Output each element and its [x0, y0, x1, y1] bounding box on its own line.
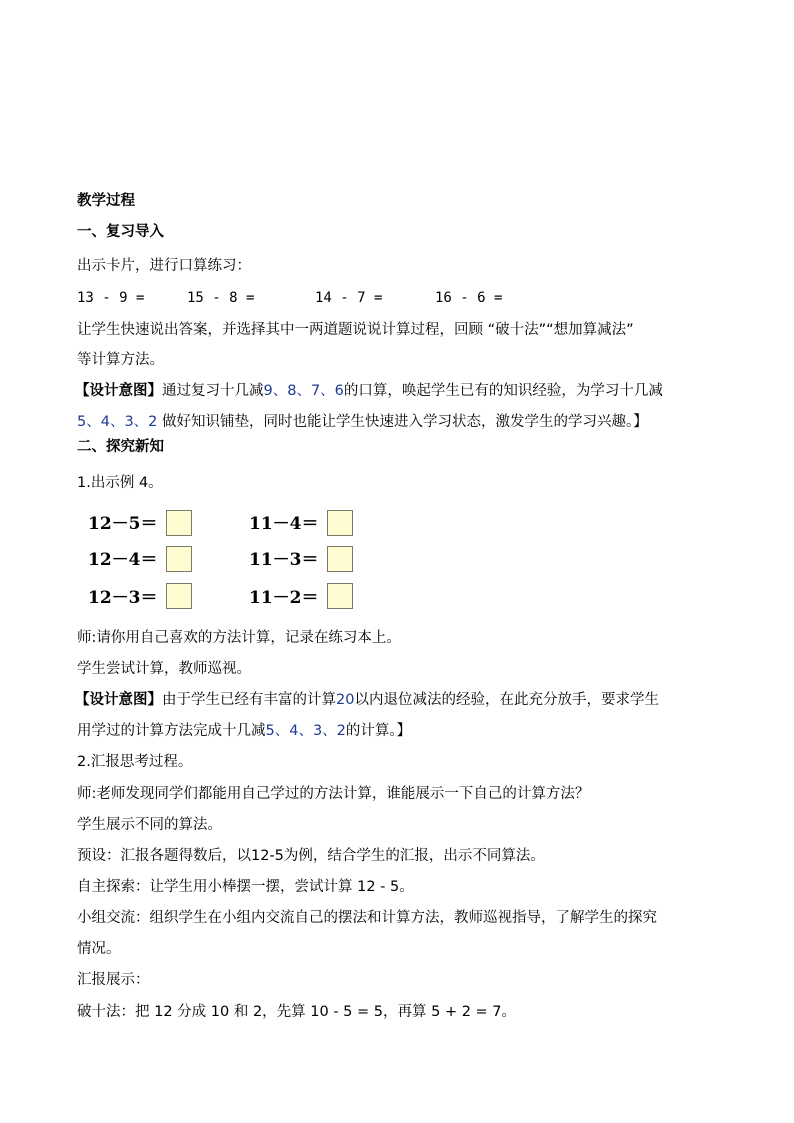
group-discussion-line1: 小组交流：组织学生在小组内交流自己的摆法和计算方法，教师巡视指导，了解学生的探究: [77, 910, 657, 926]
break-ten-method: 破十法：把 12 分成 10 和 2，先算 10 - 5 = 5，再算 5 + 2 = 7。: [77, 1004, 517, 1020]
student-activity: 学生尝试计算，教师巡视。: [77, 661, 251, 677]
step2-label: 2.汇报思考过程。: [77, 754, 193, 770]
oral-problem: 15 - 8 =: [187, 290, 255, 306]
design-note-tag: 【设计意图】: [75, 692, 162, 708]
step1-label: 1.出示例 4。: [77, 475, 163, 491]
answer-box: [327, 583, 353, 609]
part1-desc-line1: 让学生快速说出答案，并选择其中一两道题说说计算过程，回顾 “破十法”“想加算减法”: [77, 322, 634, 338]
teacher-instruction: 师:请你用自己喜欢的方法计算，记录在练习本上。: [77, 630, 401, 646]
oral-problem: 16 - 6 =: [435, 290, 503, 306]
equation-left: 12－4＝: [88, 550, 158, 570]
equation-left: 12－5＝: [88, 514, 158, 534]
oral-problem: 14 - 7 =: [315, 290, 383, 306]
part1-intro: 出示卡片，进行口算练习：: [77, 258, 251, 274]
answer-box: [327, 546, 353, 572]
oral-problems: [77, 288, 577, 308]
design-note-tag: 【设计意图】: [75, 383, 162, 399]
equation-left: 12－3＝: [88, 588, 158, 608]
answer-box: [166, 583, 192, 609]
preset-text: 预设：汇报各题得数后，以12-5为例，结合学生的汇报，出示不同算法。: [77, 848, 545, 864]
section-title: 教学过程: [77, 193, 135, 209]
answer-box: [166, 546, 192, 572]
equation-right: 11－2＝: [249, 588, 319, 608]
student-show: 学生展示不同的算法。: [77, 817, 222, 833]
self-explore-text: 自主探索：让学生用小棒摆一摆，尝试计算 12 - 5。: [77, 879, 414, 895]
part1-desc-line2: 等计算方法。: [77, 352, 164, 368]
answer-box: [327, 510, 353, 536]
part1-heading: 一、复习导入: [77, 224, 164, 240]
design-note-2-line2: 用学过的计算方法完成十几减5、4、3、2的计算。】: [77, 723, 412, 739]
design-note-1-line1: 【设计意图】通过复习十几减9、8、7、6的口算，唤起学生已有的知识经验，为学习十几减: [75, 383, 663, 399]
part2-heading: 二、探究新知: [77, 439, 164, 455]
oral-problem: 13 - 9 =: [77, 290, 145, 306]
report-label: 汇报展示：: [77, 972, 150, 988]
equation-right: 11－4＝: [249, 514, 319, 534]
design-note-1-line2: 5、4、3、2 做好知识铺垫，同时也能让学生快速进入学习状态，激发学生的学习兴趣。】: [77, 414, 648, 430]
group-discussion-line2: 情况。: [77, 941, 121, 957]
equation-right: 11－3＝: [249, 550, 319, 570]
design-note-2-line1: 【设计意图】由于学生已经有丰富的计算20以内退位减法的经验，在此充分放手，要求学生: [75, 692, 659, 708]
teacher-question: 师:老师发现同学们都能用自己学过的方法计算，谁能展示一下自己的计算方法？: [77, 786, 590, 802]
answer-box: [166, 510, 192, 536]
